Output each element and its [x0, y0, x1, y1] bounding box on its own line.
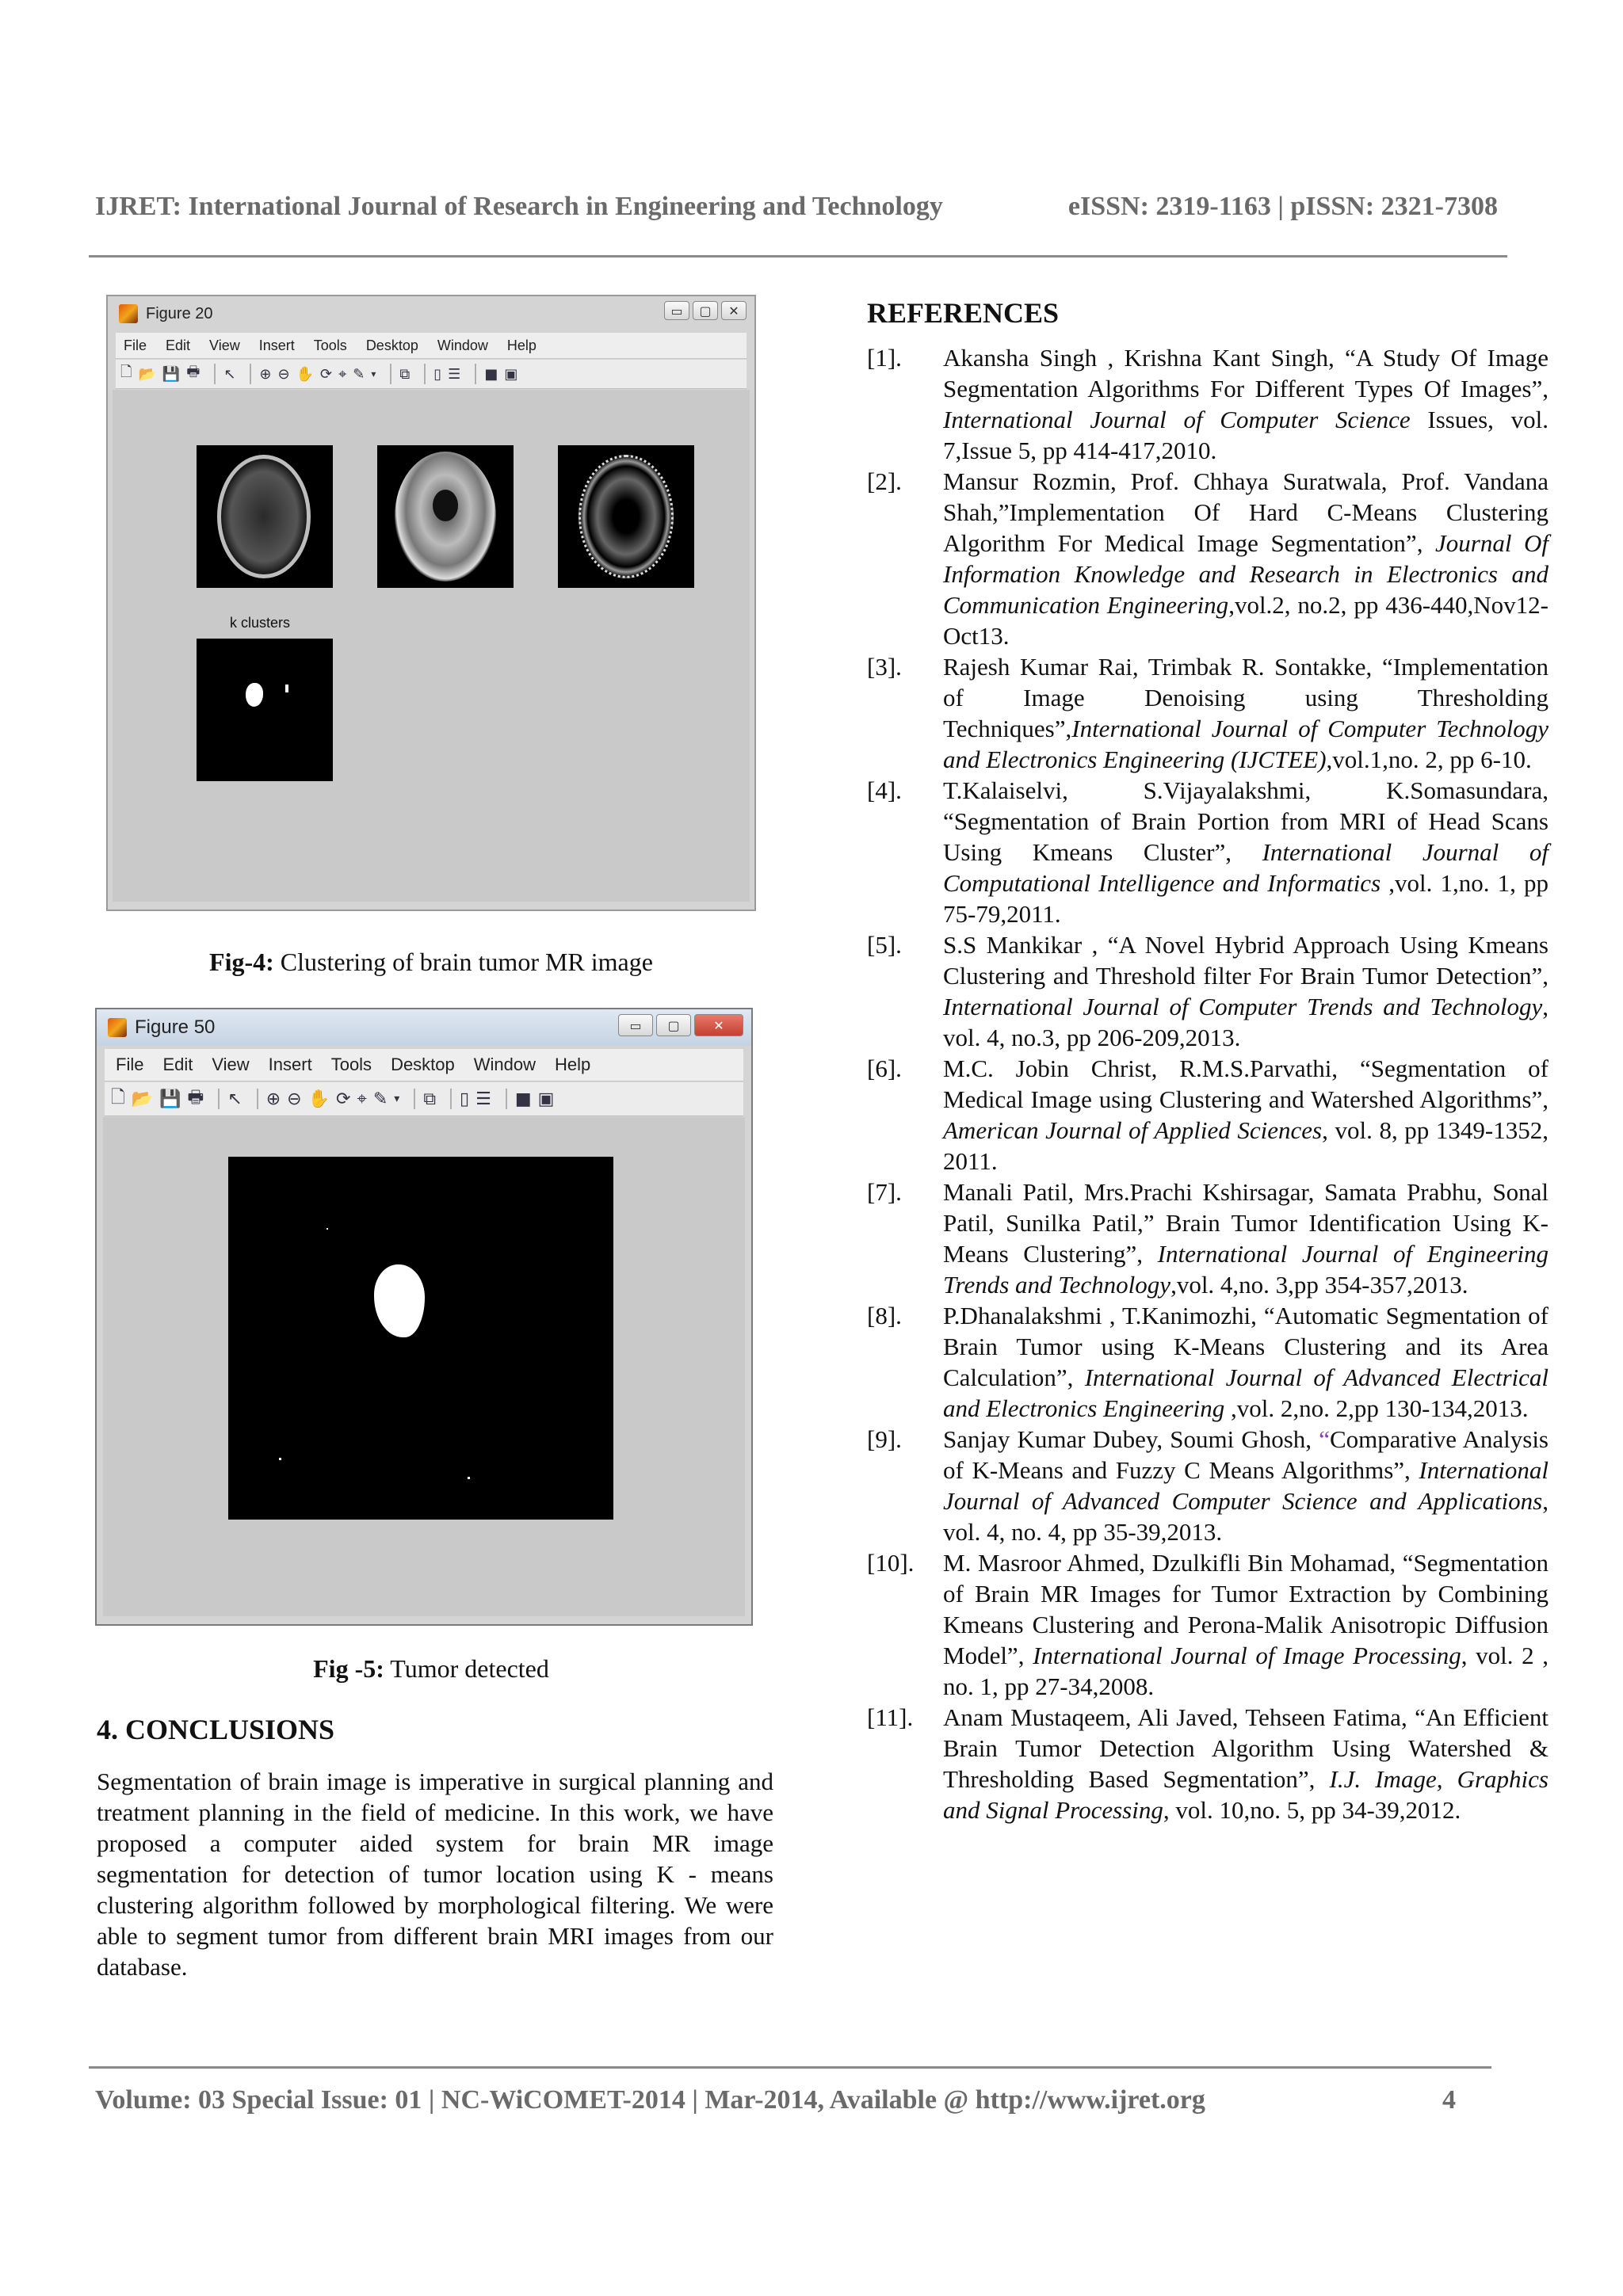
minimize-button[interactable]: ▭ [618, 1014, 653, 1036]
footer-rule [89, 2066, 1491, 2069]
brain-scan-shape [579, 455, 674, 578]
toolbar-separator [218, 1089, 220, 1109]
reference-text: P.Dhanalakshmi , T.Kanimozhi, “Automatic Segmentation of Brain Tumor using K-Means Clustering and its Area Calculation”, International Journal of Advanced Electrical and Electronics Engineering ,vol. 2,no. 2,pp 130-134,2013. [943, 1302, 1549, 1422]
colorbar-icon[interactable]: ▯ [433, 365, 442, 383]
maximize-button[interactable]: ▢ [656, 1014, 691, 1036]
rotate-3d-icon[interactable]: ⟳ [320, 365, 333, 383]
open-file-icon[interactable]: 📂 [131, 1089, 154, 1109]
data-cursor-icon[interactable]: ⌖ [338, 365, 347, 383]
zoom-out-icon[interactable]: ⊖ [277, 365, 290, 383]
minimize-button[interactable]: ▭ [664, 301, 689, 320]
header-rule [89, 255, 1507, 257]
footer-text: Volume: 03 Special Issue: 01 | NC-WiCOMET-2014 | Mar-2014, Available @ http://www.ijret.org [95, 2085, 1205, 2115]
issn-info: eISSN: 2319-1163 | pISSN: 2321-7308 [1067, 192, 1498, 221]
mri-cluster-image-3 [558, 445, 694, 588]
reference-number: [5]. [867, 931, 902, 959]
pan-hand-icon[interactable]: ✋ [307, 1089, 330, 1109]
colorbar-icon[interactable]: ▯ [460, 1089, 470, 1109]
figure-5-caption [106, 1654, 756, 1684]
figure-50-window [95, 1008, 753, 1626]
reference-number: [2]. [867, 467, 902, 495]
toolbar-separator [475, 364, 476, 384]
show-plot-tools-icon[interactable]: ▣ [537, 1089, 555, 1109]
caption-label: Fig -5: [313, 1654, 384, 1683]
save-icon[interactable]: 💾 [159, 1089, 181, 1109]
hide-plot-tools-icon[interactable]: ■ [484, 365, 498, 383]
k-clusters-image [197, 639, 333, 781]
menu-bar [105, 1049, 743, 1081]
reference-text: M.C. Jobin Christ, R.M.S.Parvathi, “Segmentation of Medical Image using Clustering and Watershed Algorithms”, American Journal of Applied Sciences, vol. 8, pp 1349-1352, 2011. [943, 1055, 1549, 1175]
tumor-blob [374, 1264, 425, 1337]
menu-view[interactable]: View [209, 337, 240, 353]
page-footer [95, 2085, 1458, 2115]
window-title: Figure 50 [135, 1016, 216, 1038]
matlab-logo-icon [108, 1018, 127, 1037]
brush-icon[interactable]: ✎ [353, 365, 365, 383]
reference-number: [11]. [867, 1703, 914, 1731]
caption-label: Fig-4: [209, 948, 274, 976]
reference-item [867, 1702, 1549, 1825]
menu-tools[interactable]: Tools [313, 337, 347, 353]
reference-item [867, 775, 1549, 929]
menu-view[interactable]: View [212, 1055, 250, 1074]
legend-icon[interactable]: ☰ [475, 1089, 491, 1109]
k-clusters-label: k clusters [230, 615, 291, 631]
toolbar-separator [390, 364, 391, 384]
menu-tools[interactable]: Tools [330, 1055, 372, 1074]
menu-file[interactable]: File [124, 337, 147, 353]
edit-plot-arrow-icon[interactable]: ↖ [227, 1089, 242, 1109]
window-titlebar [97, 1009, 751, 1046]
menu-help[interactable]: Help [506, 337, 537, 353]
figure-toolbar [105, 1082, 743, 1116]
zoom-in-icon[interactable]: ⊕ [259, 365, 272, 383]
noise-speck [279, 1458, 281, 1460]
reference-text: Sanjay Kumar Dubey, Soumi Ghosh, “Comparative Analysis of K-Means and Fuzzy C Means Algorithms”, International Journal of Advanced Computer Science and Applications, vol. 4, no. 4, pp 35-39,2013. [943, 1425, 1549, 1546]
reference-text: Mansur Rozmin, Prof. Chhaya Suratwala, Prof. Vandana Shah,”Implementation Of Hard C-Means Clustering Algorithm For Medical Image Segmentation”, Journal Of Information Knowledge and Research in Electronics and Communication Engineering,vol.2, no.2, pp 436-440,Nov12-Oct13. [943, 467, 1549, 650]
reference-item [867, 1177, 1549, 1300]
noise-speck [285, 685, 288, 692]
reference-item [867, 1300, 1549, 1424]
mri-cluster-image-2 [377, 445, 514, 588]
toolbar-separator [450, 1089, 452, 1109]
brain-scan-shape [217, 455, 311, 578]
reference-number: [7]. [867, 1178, 902, 1206]
data-cursor-icon[interactable]: ⌖ [357, 1089, 367, 1109]
tumor-region [433, 490, 458, 521]
reference-text: Akansha Singh , Krishna Kant Singh, “A Study Of Image Segmentation Algorithms For Different Types Of Images”, International Journal of Computer Science Issues, vol. 7,Issue 5, pp 414-417,2010. [943, 344, 1549, 464]
reference-item [867, 1547, 1549, 1702]
reference-number: [6]. [867, 1055, 902, 1082]
conclusions-heading: 4. CONCLUSIONS [97, 1714, 335, 1745]
menu-window[interactable]: Window [473, 1055, 537, 1074]
open-file-icon[interactable]: 📂 [138, 365, 156, 383]
figure-toolbar [116, 360, 747, 389]
menu-insert[interactable]: Insert [268, 1055, 312, 1074]
reference-text: T.Kalaiselvi, S.Vijayalakshmi, K.Somasundara, “Segmentation of Brain Portion from MRI of Head Scans Using Kmeans Cluster”, International Journal of Computational Intelligence and Informatics ,vol. 1,no. 1, pp 75-79,2011. [943, 776, 1549, 928]
journal-title: IJRET: International Journal of Research in Engineering and Technology [95, 192, 943, 221]
menu-edit[interactable]: Edit [162, 1055, 193, 1074]
menu-help[interactable]: Help [555, 1055, 591, 1074]
caption-text: Tumor detected [384, 1654, 549, 1683]
figure-canvas [113, 390, 750, 902]
tumor-detected-image [228, 1157, 613, 1520]
reference-text: Manali Patil, Mrs.Prachi Kshirsagar, Samata Prabhu, Sonal Patil, Sunilka Patil,” Brain Tumor Identification Using K-Means Clustering”, International Journal of Engineering Trends and Technology,vol. 4,no. 3,pp 354-357,2013. [943, 1178, 1549, 1299]
brush-dropdown-icon[interactable]: ▾ [371, 368, 376, 379]
edit-plot-arrow-icon[interactable]: ↖ [223, 365, 236, 383]
reference-item [867, 466, 1549, 651]
conclusions-paragraph: Segmentation of brain image is imperative in surgical planning and treatment planning in the field of medicine. In this work, we have proposed a computer aided system for brain MR image segmentation for detection of tumor location using K - means clustering algorithm followed by morphological filtering. We were able to segment tumor from different brain MRI images from our database. [97, 1768, 773, 1981]
reference-number: [8]. [867, 1302, 902, 1329]
figure-4-caption [106, 948, 756, 977]
new-figure-icon[interactable]: 🗋 [111, 1088, 125, 1108]
link-plot-icon[interactable]: ⧉ [399, 365, 411, 383]
reference-number: [4]. [867, 776, 902, 804]
page-number: 4 [1442, 2085, 1456, 2115]
reference-item [867, 342, 1549, 466]
window-title: Figure 20 [146, 304, 213, 322]
toolbar-separator [506, 1089, 507, 1109]
toolbar-separator [250, 364, 251, 384]
hide-plot-tools-icon[interactable]: ■ [514, 1089, 532, 1109]
menu-desktop[interactable]: Desktop [365, 337, 418, 353]
toolbar-separator [414, 1089, 415, 1109]
reference-item [867, 651, 1549, 775]
reference-number: [9]. [867, 1425, 902, 1453]
window-titlebar [108, 296, 754, 331]
menu-window[interactable]: Window [437, 337, 488, 353]
brush-icon[interactable]: ✎ [372, 1089, 388, 1109]
reference-number: [10]. [867, 1549, 915, 1577]
reference-number: [1]. [867, 344, 902, 372]
save-icon[interactable]: 💾 [162, 365, 181, 383]
references-heading: REFERENCES [867, 297, 1060, 329]
reference-text: Anam Mustaqeem, Ali Javed, Tehseen Fatima, “An Efficient Brain Tumor Detection Algorithm Using Watershed & Thresholding Based Segmentation”, I.J. Image, Graphics and Signal Processing, vol. 10,no. 5, pp 34-39,2012. [943, 1703, 1549, 1824]
reference-number: [3]. [867, 653, 902, 681]
references-list [867, 342, 1549, 1825]
reference-text: Rajesh Kumar Rai, Trimbak R. Sontakke, “Implementation of Image Denoising using Thresholding Techniques”,International Journal of Computer Technology and Electronics Engineering (IJCTEE),vol.1,no. 2, pp 6-10. [943, 653, 1549, 773]
show-plot-tools-icon[interactable]: ▣ [504, 365, 518, 383]
new-figure-icon[interactable]: 🗋 [120, 364, 132, 380]
toolbar-separator [424, 364, 426, 384]
menu-insert[interactable]: Insert [258, 337, 295, 353]
zoom-in-icon[interactable]: ⊕ [265, 1089, 281, 1109]
zoom-out-icon[interactable]: ⊖ [287, 1089, 302, 1109]
menu-bar [116, 333, 747, 359]
brush-dropdown-icon[interactable]: ▾ [394, 1093, 400, 1105]
menu-edit[interactable]: Edit [166, 337, 191, 353]
figure-canvas [103, 1117, 745, 1616]
menu-file[interactable]: File [116, 1055, 144, 1074]
toolbar-separator [214, 364, 216, 384]
matlab-logo-icon [119, 304, 138, 323]
noise-speck [327, 1228, 328, 1230]
reference-item [867, 1053, 1549, 1177]
figure-20-window [106, 295, 756, 911]
close-button[interactable]: ✕ [721, 301, 747, 320]
caption-text: Clustering of brain tumor MR image [273, 948, 653, 976]
noise-speck [468, 1477, 470, 1479]
legend-icon[interactable]: ☰ [448, 365, 461, 383]
reference-text: M. Masroor Ahmed, Dzulkifli Bin Mohamad, “Segmentation of Brain MR Images for Tumor Extraction by Combining Kmeans Clustering and Perona-Malik Anisotropic Diffusion Model”, International Journal of Image Processing, vol. 2 , no. 1, pp 27-34,2008. [943, 1549, 1549, 1700]
mri-cluster-image-1 [197, 445, 333, 588]
tumor-blob [246, 683, 263, 707]
print-icon[interactable]: 🖶 [186, 364, 200, 380]
print-icon[interactable]: 🖶 [187, 1088, 204, 1108]
reference-text: S.S Mankikar , “A Novel Hybrid Approach Using Kmeans Clustering and Threshold filter For Brain Tumor Detection”, International Journal of Computer Trends and Technology, vol. 4, no.3, pp 206-209,2013. [943, 931, 1549, 1051]
reference-item [867, 1424, 1549, 1547]
menu-desktop[interactable]: Desktop [391, 1055, 455, 1074]
rotate-3d-icon[interactable]: ⟳ [336, 1089, 351, 1109]
reference-item [867, 929, 1549, 1053]
maximize-button[interactable]: ▢ [693, 301, 718, 320]
link-plot-icon[interactable]: ⧉ [423, 1089, 437, 1109]
close-button[interactable]: ✕ [694, 1014, 743, 1036]
pan-hand-icon[interactable]: ✋ [296, 365, 315, 383]
toolbar-separator [257, 1089, 258, 1109]
